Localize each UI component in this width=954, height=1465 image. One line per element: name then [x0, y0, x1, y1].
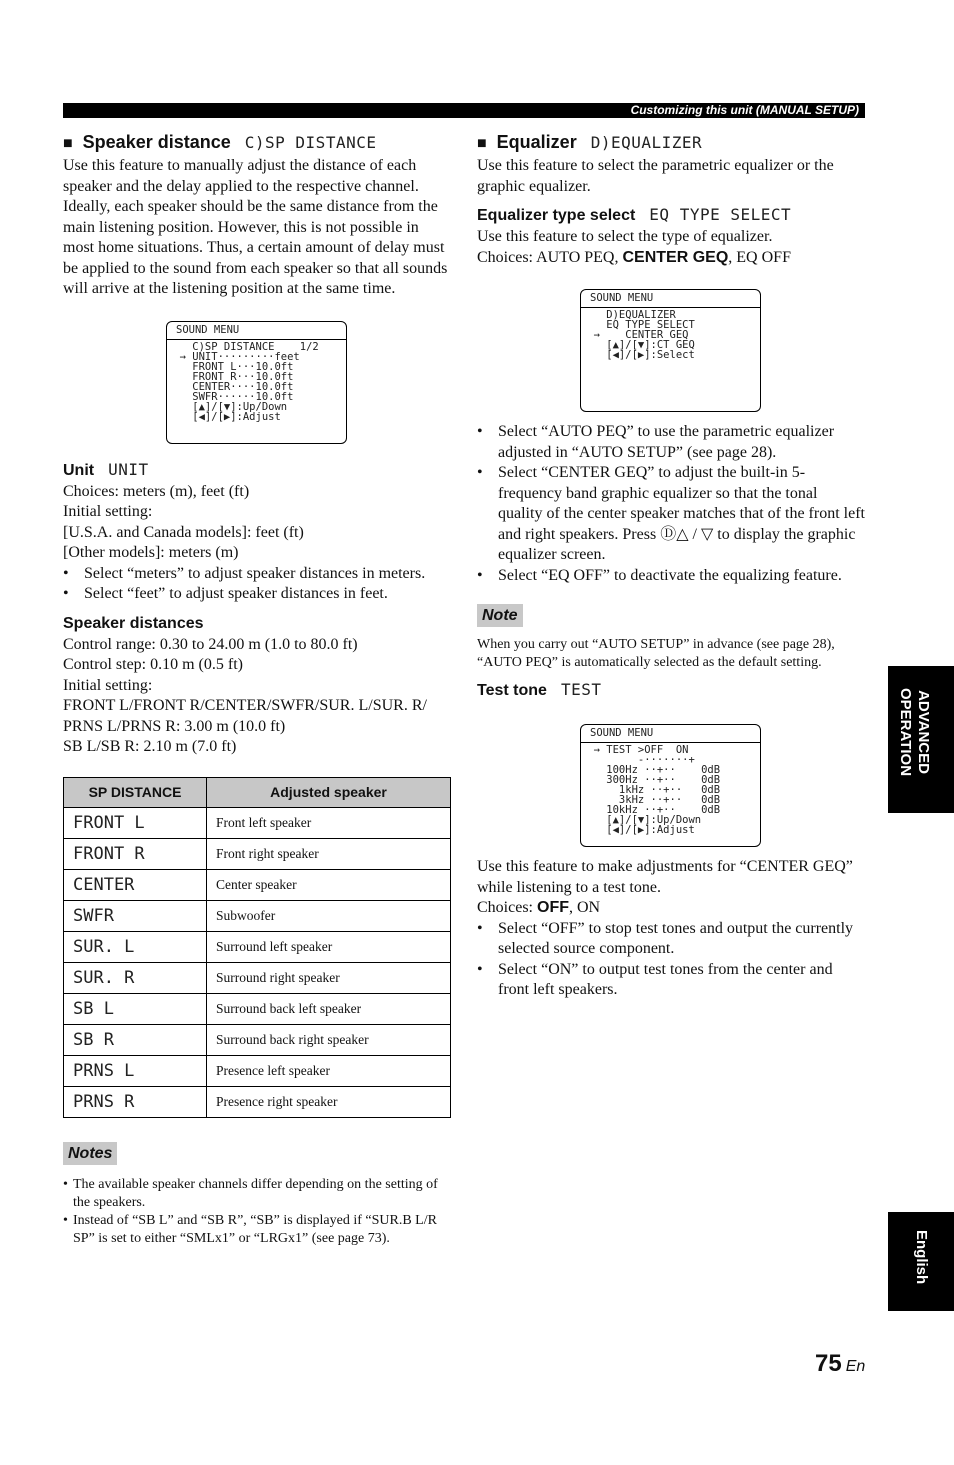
table-row [64, 838, 451, 869]
lcd-line: CENTER····10.0ft [167, 380, 294, 393]
lcd-line: FRONT L···10.0ft [167, 360, 294, 373]
unit-us-models: [U.S.A. and Canada models]: feet (ft) [63, 523, 304, 541]
table-header-row [64, 777, 451, 807]
lcd-line: C)SP DISTANCE 1/2 [167, 340, 319, 353]
sp-distance-table [63, 777, 451, 1118]
choices-suffix: , EQ OFF [728, 248, 791, 266]
notes-block [63, 1142, 451, 1248]
sp-distance-cell: CENTER [64, 869, 207, 900]
list-item: • Select “OFF” to stop test tones and output the currently selected source component. [477, 919, 865, 960]
unit-bullets [63, 564, 451, 605]
unit-other-models: [Other models]: meters (m) [63, 544, 239, 561]
lcd-line: [◀]/[▶]:Adjust [167, 410, 281, 423]
lcd-body [581, 743, 760, 835]
sp-distance-cell: SWFR [64, 900, 207, 931]
control-step: Control step: 0.10 m (0.5 ft) [63, 656, 243, 673]
square-bullet-icon: ■ [477, 135, 487, 152]
sp-distance-cell: SUR. L [64, 931, 207, 962]
list-item: • Select “meters” to adjust speaker distances in meters. [63, 564, 451, 585]
english-tab [888, 1212, 954, 1311]
list-item: • The available speaker channels differ depending on the setting of the speakers. [63, 1176, 451, 1212]
list-item: • Instead of “SB L” and “SB R”, “SB” is displayed if “SUR.B L/R SP” is set to either “SMLx1” or “LRGx1” (see page 73). [63, 1212, 451, 1248]
adjusted-speaker-cell: Surround right speaker [207, 962, 451, 993]
lcd-line: SWFR······10.0ft [167, 390, 294, 403]
speaker-distance-intro: Use this feature to manually adjust the distance of each speaker and the delay applied to the respective channel. Ideally, each speaker should be the same distance from the main listening position. However, this is not possible in most home situations. Thus, a certain amount of delay must be applied to the sound from each speaker so that all sounds will arrive at the listening position at the same time. [63, 157, 448, 297]
unit-choices: Choices: meters (m), feet (ft) [63, 482, 250, 500]
choices-prefix: Choices: [477, 899, 537, 916]
table-row [64, 993, 451, 1024]
adjusted-speaker-cell: Front right speaker [207, 838, 451, 869]
adjusted-speaker-cell: Subwoofer [207, 900, 451, 931]
right-column [477, 130, 865, 1001]
unit-initial: Initial setting: [63, 503, 153, 520]
section-title: Customizing this unit (MANUAL SETUP) [630, 103, 859, 117]
lcd-line: [◀]/[▶]:Select [581, 349, 695, 361]
initial-setting: Initial setting: [63, 676, 153, 694]
table-body [64, 807, 451, 1117]
eq-type-choices [477, 248, 865, 269]
note-block [477, 604, 865, 672]
lcd-line: [▲]/[▼]:Up/Down [167, 400, 288, 413]
lcd-line: 1kHz ··+·· 0dB [581, 784, 721, 796]
adjusted-speaker-cell: Surround left speaker [207, 931, 451, 962]
lcd-line: D)EQUALIZER [581, 309, 676, 321]
page-number-value: 75 [815, 1350, 842, 1377]
heading-text: Equalizer type select [477, 207, 636, 224]
equalizer-heading [477, 130, 865, 156]
adjusted-speaker-cell: Front left speaker [207, 807, 451, 838]
lcd-body [167, 340, 346, 422]
header-bar [63, 103, 865, 118]
tab-label-line: ADVANCED [915, 690, 932, 774]
lcd-line: [▲]/[▼]:CT GEQ [581, 339, 695, 351]
sp-distance-cell: SUR. R [64, 962, 207, 993]
advanced-operation-tab [888, 666, 954, 813]
adjusted-speaker-cell: Center speaker [207, 869, 451, 900]
lcd-line: EQ TYPE SELECT [581, 319, 695, 331]
sp-distance-cell: PRNS R [64, 1086, 207, 1117]
sp-distance-cell: FRONT L [64, 807, 207, 838]
equalizer-lcd-screen [580, 289, 761, 412]
note-tag: Note [477, 604, 523, 627]
table-row [64, 869, 451, 900]
lcd-line: [▲]/[▼]:Up/Down [581, 814, 702, 826]
list-item: • Select “EQ OFF” to deactivate the equalizing feature. [477, 566, 865, 587]
heading-text: Equalizer [496, 132, 577, 152]
initial-line-2: PRNS L/PRNS R: 3.00 m (10.0 ft) [63, 717, 286, 735]
lcd-title: SOUND MENU [581, 290, 760, 308]
initial-line-3: SB L/SB R: 2.10 m (7.0 ft) [63, 738, 237, 755]
tab-label [896, 688, 932, 776]
table-row [64, 807, 451, 838]
notes-list [63, 1176, 451, 1248]
speaker-distances-heading: Speaker distances [63, 614, 204, 632]
test-tone-choices [477, 898, 865, 919]
initial-line-1: FRONT L/FRONT R/CENTER/SWFR/SUR. L/SUR. R/ [63, 697, 427, 714]
sp-distance-cell: SB R [64, 1024, 207, 1055]
notes-tag: Notes [63, 1142, 117, 1165]
choices-default: CENTER GEQ [622, 248, 729, 266]
lcd-line: 3kHz ··+·· 0dB [581, 794, 721, 806]
test-tone-intro: Use this feature to make adjustments for “CENTER GEQ” while listening to a test tone. [477, 858, 853, 896]
table-row [64, 1086, 451, 1117]
column-header: Adjusted speaker [207, 777, 451, 807]
sp-distance-lcd-screen [166, 321, 347, 444]
eq-type-heading [477, 205, 865, 227]
tab-label-line: OPERATION [897, 688, 914, 777]
table-row [64, 1024, 451, 1055]
adjusted-speaker-cell: Presence right speaker [207, 1086, 451, 1117]
test-tone-heading [477, 680, 865, 702]
eq-type-line: Use this feature to select the type of equalizer. [477, 228, 773, 245]
lcd-title: SOUND MENU [581, 725, 760, 743]
note-body [477, 636, 865, 672]
lcd-line: [◀]/[▶]:Adjust [581, 824, 695, 836]
speaker-distance-heading [63, 130, 451, 156]
lcd-title: SOUND MENU [167, 322, 346, 340]
lcd-line: → TEST >OFF ON [581, 744, 689, 756]
control-range: Control range: 0.30 to 24.00 m (1.0 to 80.0 ft) [63, 635, 358, 653]
choices-default: OFF [537, 899, 569, 916]
lcd-line: → CENTER GEQ [581, 329, 689, 341]
lcd-label: D)EQUALIZER [590, 133, 703, 152]
list-item: • Select “ON” to output test tones from the center and front left speakers. [477, 960, 865, 1001]
page-language-suffix: En [845, 1358, 866, 1375]
test-tone-bullets [477, 919, 865, 1001]
sp-distance-cell: SB L [64, 993, 207, 1024]
lcd-label: TEST [560, 680, 602, 699]
lcd-label: EQ TYPE SELECT [649, 205, 792, 224]
adjusted-speaker-cell: Surround back left speaker [207, 993, 451, 1024]
sp-distance-cell: FRONT R [64, 838, 207, 869]
lcd-line: 100Hz ··+·· 0dB [581, 764, 721, 776]
page-number [815, 1350, 865, 1378]
lcd-line: -·······+ [581, 754, 695, 766]
column-header: SP DISTANCE [64, 777, 207, 807]
list-item: • Select “AUTO PEQ” to use the parametric equalizer adjusted in “AUTO SETUP” (see page 28). [477, 422, 865, 463]
list-item: • Select “CENTER GEQ” to adjust the built-in 5-frequency band graphic equalizer so that the tonal quality of the center speaker matches that of the front left and right speakers. Press Ⓓ△ / ▽ to display the graphic equalizer screen. [477, 463, 865, 566]
lcd-body [581, 308, 760, 360]
heading-text: Unit [63, 461, 95, 479]
sp-distance-cell: PRNS L [64, 1055, 207, 1086]
choices-suffix: , ON [569, 899, 601, 916]
choices-prefix: Choices: AUTO PEQ, [477, 248, 623, 266]
table-row [64, 962, 451, 993]
heading-text: Test tone [477, 682, 547, 699]
left-column [63, 130, 451, 1248]
table-row [64, 1055, 451, 1086]
list-item: • Select “feet” to adjust speaker distances in feet. [63, 584, 451, 605]
adjusted-speaker-cell: Surround back right speaker [207, 1024, 451, 1055]
lcd-line: → UNIT·········feet [167, 350, 300, 363]
test-tone-lcd-screen [580, 724, 761, 847]
lcd-label: UNIT [108, 459, 149, 479]
equalizer-intro: Use this feature to select the parametric equalizer or the graphic equalizer. [477, 157, 834, 195]
lcd-line: 10kHz ··+·· 0dB [581, 804, 721, 816]
lcd-line: FRONT R···10.0ft [167, 370, 294, 383]
eq-bullets [477, 422, 865, 586]
heading-text: Speaker distance [82, 132, 231, 152]
lcd-label: C)SP DISTANCE [244, 133, 377, 152]
square-bullet-icon: ■ [63, 135, 73, 152]
note-text: When you carry out “AUTO SETUP” in advance (see page 28), “AUTO PEQ” is automatically selected as the default setting. [477, 637, 835, 670]
table-row [64, 931, 451, 962]
tab-label: English [913, 1230, 930, 1285]
lcd-line: 300Hz ··+·· 0dB [581, 774, 721, 786]
adjusted-speaker-cell: Presence left speaker [207, 1055, 451, 1086]
unit-heading [63, 460, 451, 482]
table-row [64, 900, 451, 931]
